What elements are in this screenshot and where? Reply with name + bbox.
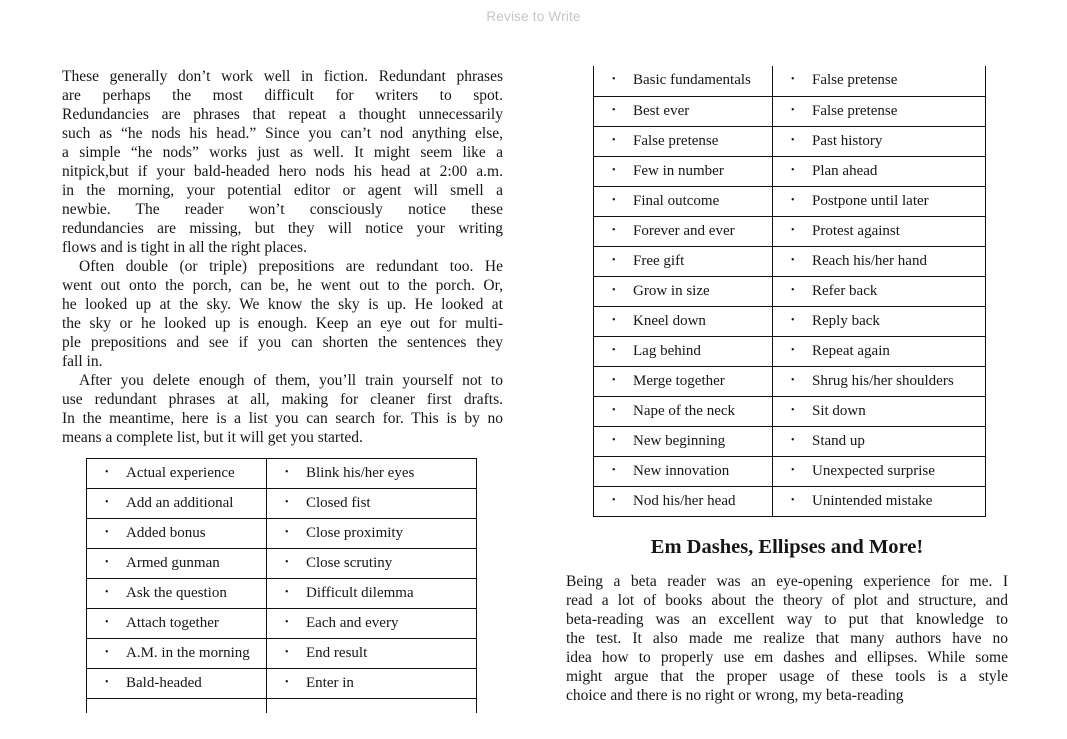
bullet-icon: • xyxy=(285,557,289,568)
bullet-icon: • xyxy=(105,587,109,598)
phrase-cell xyxy=(594,156,773,186)
phrase-text: Each and every xyxy=(306,615,399,631)
phrase-cell xyxy=(87,669,267,699)
phrase-text: Attach together xyxy=(126,615,219,631)
table-row xyxy=(594,156,986,186)
text-line: After you delete enough of them, you’ll train yourself not to xyxy=(79,372,503,389)
bullet-icon: • xyxy=(612,434,616,446)
bullet-icon: • xyxy=(105,527,109,538)
phrase-text: Nod his/her head xyxy=(633,492,736,509)
bullet-icon: • xyxy=(791,494,795,506)
phrase-text: Final outcome xyxy=(633,192,720,209)
bullet-icon: • xyxy=(285,617,289,628)
table-row xyxy=(87,639,477,669)
table-row xyxy=(594,126,986,156)
chapter-title-header: Revise to Write xyxy=(486,9,581,24)
phrase-text: Difficult dilemma xyxy=(306,585,414,601)
phrase-cell xyxy=(773,126,986,156)
phrase-text: Reach his/her hand xyxy=(812,252,927,269)
table-row xyxy=(594,366,986,396)
phrase-text: Free gift xyxy=(633,252,685,269)
phrase-cell xyxy=(773,216,986,246)
phrase-text: Armed gunman xyxy=(126,555,220,571)
phrase-cell xyxy=(87,459,267,489)
phrase-cell xyxy=(267,459,477,489)
phrase-cell xyxy=(594,366,773,396)
text-line: a simple “he nods” works just as well. It might seem like a xyxy=(62,144,503,161)
table-row xyxy=(87,549,477,579)
bullet-icon: • xyxy=(612,134,616,146)
bullet-icon: • xyxy=(791,254,795,266)
phrase-text: New beginning xyxy=(633,432,726,449)
phrase-cell xyxy=(87,639,267,669)
bullet-icon: • xyxy=(612,224,616,236)
text-line: Often double (or triple) prepositions are redundant too. He xyxy=(79,258,503,275)
bullet-icon: • xyxy=(105,647,109,658)
phrase-cell xyxy=(773,366,986,396)
phrase-cell xyxy=(773,96,986,126)
phrase-cell xyxy=(87,489,267,519)
bullet-icon: • xyxy=(285,647,289,658)
phrase-text: Nape of the neck xyxy=(633,402,736,419)
phrase-cell xyxy=(773,426,986,456)
phrase-text: Lag behind xyxy=(633,342,701,359)
text-line: in the morning, your potential editor or agent will smell a xyxy=(62,182,503,199)
phrase-cell xyxy=(267,699,477,714)
bullet-icon: • xyxy=(612,74,616,86)
table-row xyxy=(594,306,986,336)
phrase-cell xyxy=(594,396,773,426)
text-line: he looked up at the sky. We know the sky is up. He looked at xyxy=(62,296,503,313)
phrase-text: Past history xyxy=(812,132,883,149)
redundant-phrases-table-left xyxy=(86,458,477,713)
bullet-icon: • xyxy=(612,464,616,476)
phrase-text: End result xyxy=(306,645,368,661)
table-row xyxy=(87,489,477,519)
text-line: might argue that the proper usage of these tools is a style xyxy=(566,668,1008,685)
table-row xyxy=(594,336,986,366)
phrase-cell xyxy=(773,276,986,306)
phrase-cell xyxy=(594,426,773,456)
phrase-text: Postpone until later xyxy=(812,192,929,209)
phrase-text: Sit down xyxy=(812,402,866,419)
phrase-cell xyxy=(594,486,773,516)
phrase-text: Shrug his/her shoulders xyxy=(812,372,954,389)
phrase-text: Unintended mistake xyxy=(812,492,933,509)
bullet-icon: • xyxy=(791,434,795,446)
text-line: idea how to properly use em dashes and ellipses. While some xyxy=(566,649,1008,666)
phrase-text: Stand up xyxy=(812,432,865,449)
text-line: use redundant phrases at all, making for cleaner first drafts. xyxy=(62,391,503,408)
phrase-text: Close proximity xyxy=(306,525,404,541)
bullet-icon: • xyxy=(791,74,795,86)
bullet-icon: • xyxy=(791,104,795,116)
phrase-text: Repeat again xyxy=(812,342,890,359)
phrase-cell xyxy=(773,186,986,216)
phrase-text: Closed fist xyxy=(306,495,371,511)
phrase-cell xyxy=(594,306,773,336)
phrase-cell xyxy=(87,699,267,714)
bullet-icon: • xyxy=(285,527,289,538)
bullet-icon: • xyxy=(612,404,616,416)
right-page-text xyxy=(566,572,1008,705)
phrase-cell xyxy=(267,669,477,699)
phrase-cell xyxy=(773,66,986,96)
phrase-text: Few in number xyxy=(633,162,724,179)
redundant-phrases-table-left-clip xyxy=(86,458,477,713)
bullet-icon: • xyxy=(105,467,109,478)
phrase-text: New innovation xyxy=(633,462,730,479)
table-row xyxy=(594,276,986,306)
phrase-cell xyxy=(594,276,773,306)
phrase-cell xyxy=(594,186,773,216)
phrase-text: Forever and ever xyxy=(633,222,735,239)
phrase-cell xyxy=(87,549,267,579)
phrase-text: False pretense xyxy=(633,132,719,149)
bullet-icon: • xyxy=(285,587,289,598)
bullet-icon: • xyxy=(791,284,795,296)
phrase-text: Basic fundamentals xyxy=(633,72,751,89)
bullet-icon: • xyxy=(612,104,616,116)
phrase-cell xyxy=(87,609,267,639)
text-line: read a lot of books about the theory of plot and structure, and xyxy=(566,592,1008,609)
phrase-text: False pretense xyxy=(812,72,898,89)
text-line: choice and there is no right or wrong, my beta-reading xyxy=(566,687,904,704)
phrase-cell xyxy=(267,549,477,579)
phrase-text: Grow in size xyxy=(633,282,710,299)
phrase-text: A.M. in the morning xyxy=(126,645,250,661)
phrase-text: Reply back xyxy=(812,312,880,329)
phrase-cell xyxy=(773,396,986,426)
phrase-cell xyxy=(773,246,986,276)
phrase-cell xyxy=(773,456,986,486)
bullet-icon: • xyxy=(791,134,795,146)
table-row xyxy=(594,186,986,216)
phrase-cell xyxy=(87,579,267,609)
bullet-icon: • xyxy=(612,284,616,296)
phrase-cell xyxy=(773,486,986,516)
phrase-text: Plan ahead xyxy=(812,162,878,179)
table-row xyxy=(87,459,477,489)
phrase-text: Kneel down xyxy=(633,312,706,329)
text-line: redundancies are missing, but they will notice your writing xyxy=(62,220,503,237)
text-line: such as “he nods his head.” Since you can’t nod anything else, xyxy=(62,125,503,142)
bullet-icon: • xyxy=(612,194,616,206)
phrase-text: Add an additional xyxy=(126,495,234,511)
phrase-text: Unexpected surprise xyxy=(812,462,935,479)
phrase-cell xyxy=(87,519,267,549)
section-heading: Em Dashes, Ellipses and More! xyxy=(650,536,924,558)
table-row xyxy=(594,96,986,126)
text-line: the test. It also made me realize that many authors have no xyxy=(566,630,1008,647)
text-line: beta-reading was an excellent way to put that knowledge to xyxy=(566,611,1008,628)
bullet-icon: • xyxy=(285,677,289,688)
table-row xyxy=(87,699,477,714)
table-row xyxy=(87,609,477,639)
text-line: These generally don’t work well in fiction. Redundant phrases xyxy=(62,68,503,85)
phrase-cell xyxy=(594,126,773,156)
text-line: flows and is tight in all the right places. xyxy=(62,239,307,256)
text-line: went out onto the porch, can be, he went out to the porch. Or, xyxy=(62,277,503,294)
table-row xyxy=(594,426,986,456)
phrase-cell xyxy=(594,96,773,126)
table-row xyxy=(87,519,477,549)
left-page-text xyxy=(62,67,503,447)
bullet-icon: • xyxy=(105,557,109,568)
bullet-icon: • xyxy=(105,497,109,508)
table-row xyxy=(594,396,986,426)
bullet-icon: • xyxy=(612,494,616,506)
bullet-icon: • xyxy=(791,194,795,206)
text-line: are perhaps the most difficult for writers to spot. xyxy=(62,87,503,104)
bullet-icon: • xyxy=(791,464,795,476)
text-line: fall in. xyxy=(62,353,103,370)
phrase-text: False pretense xyxy=(812,102,898,119)
text-line: nitpick,but if your bald-headed hero nods his head at 2:00 a.m. xyxy=(62,163,503,180)
phrase-cell xyxy=(594,216,773,246)
phrase-cell xyxy=(267,579,477,609)
phrase-cell xyxy=(267,639,477,669)
bullet-icon: • xyxy=(791,224,795,236)
text-line: In the meantime, here is a list you can search for. This is by no xyxy=(62,410,503,427)
phrase-cell xyxy=(773,306,986,336)
phrase-cell xyxy=(773,336,986,366)
bullet-icon: • xyxy=(285,467,289,478)
table-row xyxy=(594,216,986,246)
phrase-text: Actual experience xyxy=(126,465,235,481)
bullet-icon: • xyxy=(105,677,109,688)
phrase-text: Enter in xyxy=(306,675,354,691)
phrase-text: Best ever xyxy=(633,102,690,119)
phrase-text: Blink his/her eyes xyxy=(306,465,415,481)
phrase-text: Protest against xyxy=(812,222,900,239)
phrase-cell xyxy=(773,156,986,186)
text-line: Being a beta reader was an eye-opening experience for me. I xyxy=(566,573,1008,590)
table-row xyxy=(594,456,986,486)
bullet-icon: • xyxy=(612,164,616,176)
phrase-text: Ask the question xyxy=(126,585,227,601)
bullet-icon: • xyxy=(791,344,795,356)
phrase-cell xyxy=(594,246,773,276)
phrase-text: Refer back xyxy=(812,282,878,299)
text-line: means a complete list, but it will get you started. xyxy=(62,429,363,446)
text-line: ple prepositions and see if you can shorten the sentences they xyxy=(62,334,503,351)
phrase-text: Bald-headed xyxy=(126,675,202,691)
bullet-icon: • xyxy=(612,374,616,386)
text-line: the sky or he looked up is enough. Keep an eye out for multi- xyxy=(62,315,503,332)
table-row xyxy=(594,486,986,516)
phrase-cell xyxy=(594,456,773,486)
table-row xyxy=(87,669,477,699)
bullet-icon: • xyxy=(612,254,616,266)
text-line: newbie. The reader won’t consciously notice these xyxy=(62,201,503,218)
table-row xyxy=(87,579,477,609)
phrase-text: Close scrutiny xyxy=(306,555,393,571)
table-row xyxy=(594,246,986,276)
bullet-icon: • xyxy=(791,404,795,416)
text-line: Redundancies are phrases that repeat a thought unnecessarily xyxy=(62,106,503,123)
phrase-text: Added bonus xyxy=(126,525,206,541)
bullet-icon: • xyxy=(612,344,616,356)
bullet-icon: • xyxy=(791,314,795,326)
phrase-cell xyxy=(594,66,773,96)
table-row xyxy=(594,66,986,96)
phrase-text: Merge together xyxy=(633,372,725,389)
bullet-icon: • xyxy=(285,497,289,508)
redundant-phrases-table-continued xyxy=(593,66,986,517)
bullet-icon: • xyxy=(791,374,795,386)
phrase-cell xyxy=(267,489,477,519)
phrase-cell xyxy=(267,609,477,639)
bullet-icon: • xyxy=(791,164,795,176)
bullet-icon: • xyxy=(105,617,109,628)
phrase-cell xyxy=(594,336,773,366)
phrase-cell xyxy=(267,519,477,549)
bullet-icon: • xyxy=(612,314,616,326)
